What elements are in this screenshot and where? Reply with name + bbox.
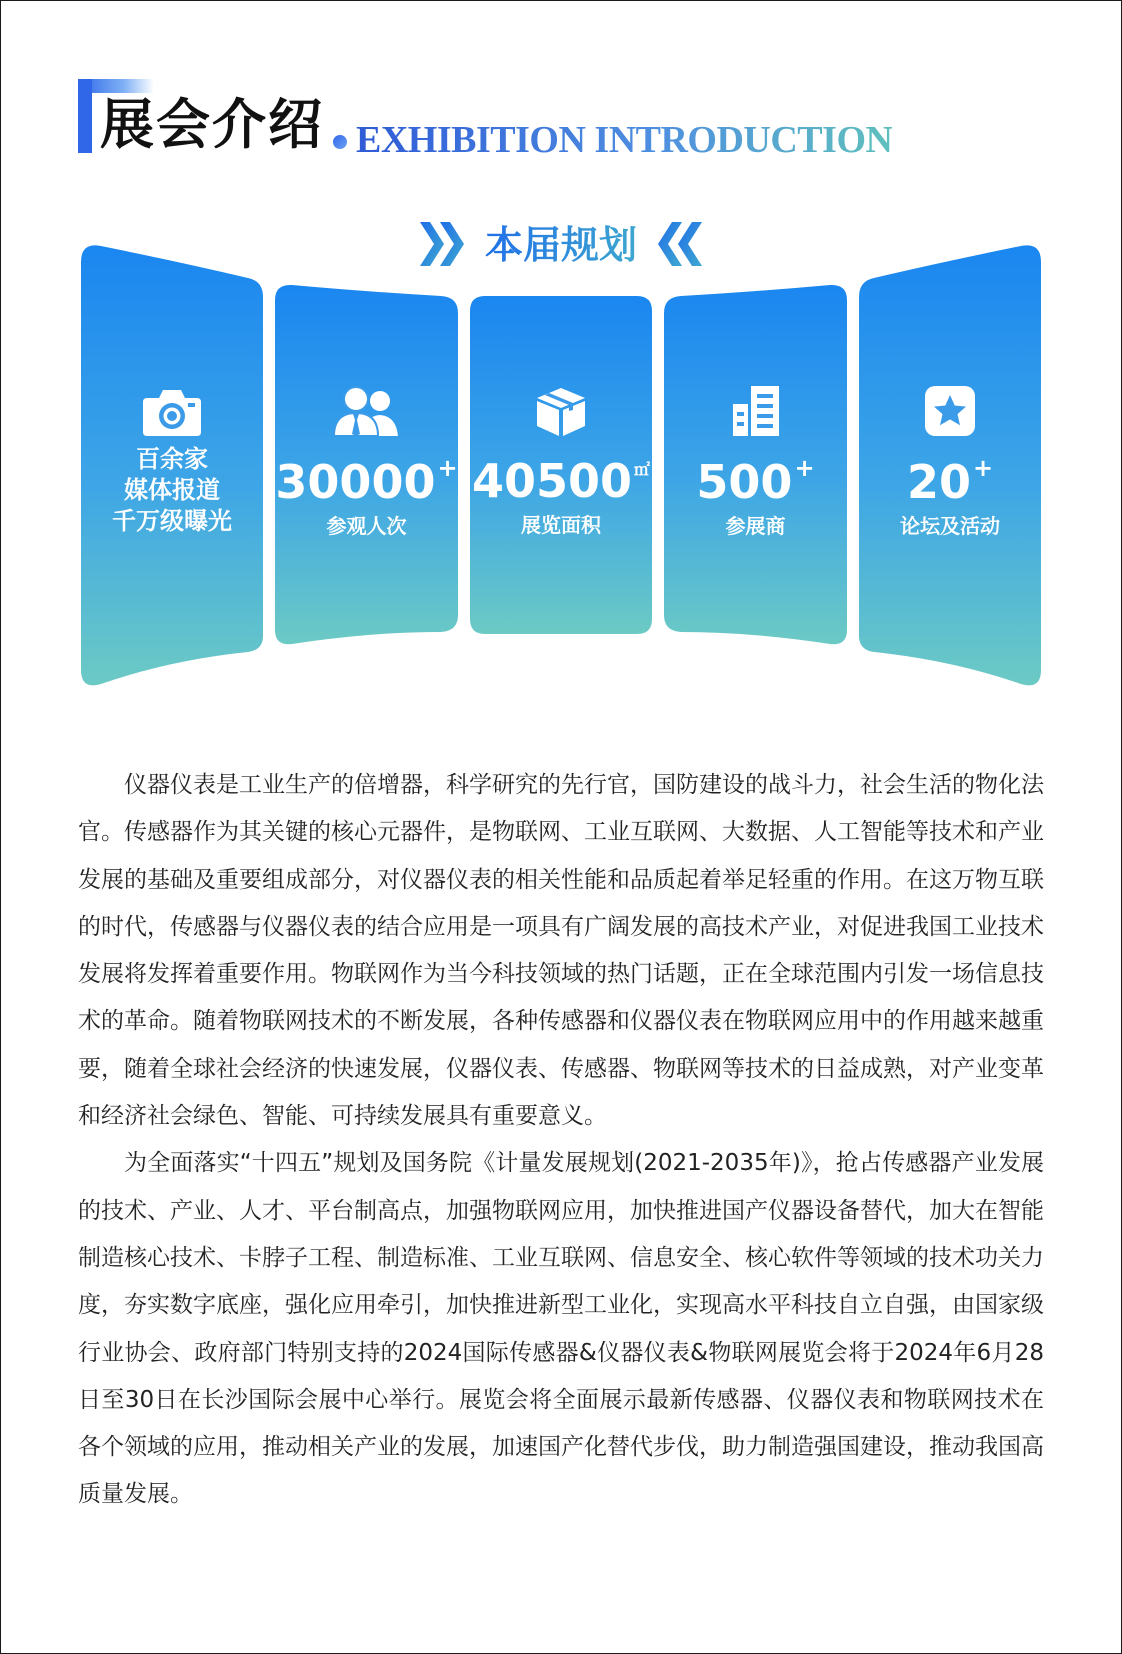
plan-card-visitors bbox=[275, 386, 458, 540]
plan-cards-backdrop bbox=[0, 0, 1122, 700]
star-icon bbox=[925, 386, 975, 436]
exhibitors-label: 参展商 bbox=[725, 514, 786, 538]
media-line-2: 媒体报道 bbox=[124, 476, 220, 504]
intro-paragraph-1: 仪器仪表是工业生产的倍增器，科学研究的先行官，国防建设的战斗力，社会生活的物化法官。传感器作为其关键的核心元器件，是物联网、工业互联网、大数据、人工智能等技术和产业发展的基础及重要组成部分，对仪器仪表的相关性能和品质起着举足轻重的作用。在这万物互联的时代，传感器与仪器仪表的结合应用是一项具有广阔发展的高技术产业，对促进我国工业技术发展将发挥着重要作用。物联网作为当今科技领域的热门话题，正在全球范围内引发一场信息技术的革命。随着物联网技术的不断发展，各种传感器和仪器仪表在物联网应用中的作用越来越重要，随着全球社会经济的快速发展，仪器仪表、传感器、物联网等技术的日益成熟，对产业变革和经济社会绿色、智能、可持续发展具有重要意义。 bbox=[78, 772, 1044, 1130]
forums-label: 论坛及活动 bbox=[900, 514, 1000, 538]
area-value: 40500 bbox=[471, 454, 633, 508]
media-line-1: 百余家 bbox=[136, 445, 208, 473]
visitors-value: 30000 bbox=[275, 455, 436, 509]
plan-title: 本届规划 bbox=[478, 220, 644, 270]
plan-card-exhibitors bbox=[664, 386, 847, 540]
forums-suffix: + bbox=[972, 454, 994, 482]
area-suffix: ㎡ bbox=[634, 460, 651, 479]
introduction-text bbox=[78, 762, 1044, 1519]
area-label: 展览面积 bbox=[521, 513, 601, 537]
camera-icon bbox=[143, 388, 201, 436]
building-icon bbox=[733, 386, 779, 436]
plan-card-area bbox=[470, 386, 652, 539]
exhibitors-suffix: + bbox=[794, 454, 815, 482]
media-line-3: 千万级曝光 bbox=[112, 507, 232, 535]
plan-card-media bbox=[81, 388, 263, 537]
section-title-en: EXHIBITION INTRODUCTION bbox=[356, 119, 893, 161]
people-icon bbox=[332, 386, 402, 436]
intro-paragraph-2: 为全面落实“十四五”规划及国务院《计量发展规划(2021-2035年)》，抢占传感器产业发展的技术、产业、人才、平台制高点，加强物联网应用，加快推进国产仪器设备替代，加大在智能制造核心技术、卡脖子工程、制造标准、工业互联网、信息安全、核心软件等领域的技术功关力度，夯实数字底座，强化应用牵引，加快推进新型工业化，实现高水平科技自立自强，由国家级行业协会、政府部门特别支持的2024国际传感器&仪器仪表&物联网展览会将于2024年6月28日至30日在长沙国际会展中心举行。展览会将全面展示最新传感器、仪器仪表和物联网技术在各个领域的应用，推动相关产业的发展，加速国产化替代步伐，助力制造强国建设，推动我国高质量发展。 bbox=[78, 1150, 1044, 1508]
exhibitors-value: 500 bbox=[696, 455, 793, 509]
visitors-suffix: + bbox=[437, 454, 458, 482]
section-title: 展会介绍 bbox=[100, 93, 324, 156]
box-icon bbox=[535, 386, 587, 438]
plan-card-forums bbox=[859, 386, 1041, 540]
visitors-label: 参观人次 bbox=[326, 514, 407, 538]
forums-value: 20 bbox=[906, 455, 971, 509]
